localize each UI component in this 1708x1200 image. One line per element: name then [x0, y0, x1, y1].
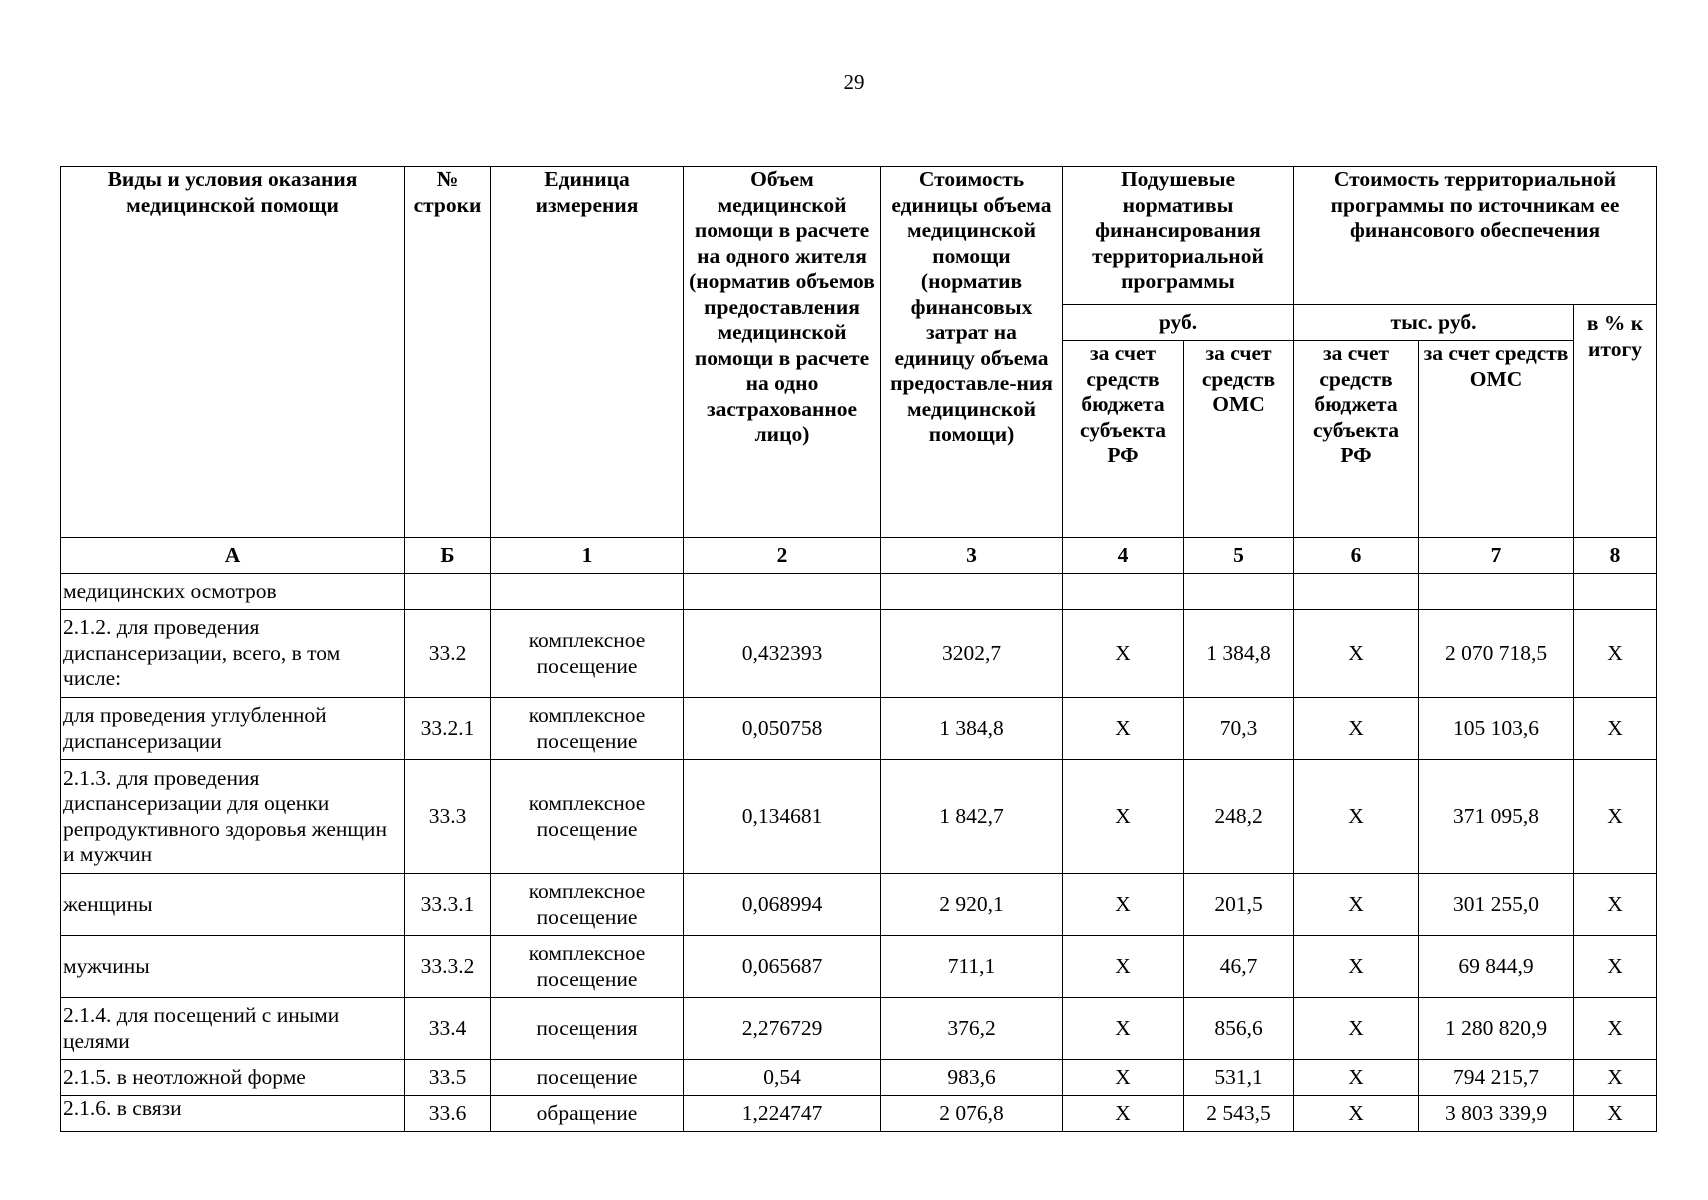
row-cost [881, 574, 1063, 610]
row-volume: 0,134681 [684, 760, 881, 874]
row-budget-thousand: X [1294, 1096, 1419, 1132]
row-name: медицинских осмотров [61, 574, 405, 610]
row-budget-rub: X [1063, 998, 1184, 1060]
row-percent: X [1574, 760, 1657, 874]
row-volume: 0,065687 [684, 936, 881, 998]
table-row [61, 1060, 1657, 1096]
row-name: мужчины [61, 936, 405, 998]
header-unit: Единица измерения [491, 167, 684, 538]
row-volume [684, 574, 881, 610]
row-percent: X [1574, 874, 1657, 936]
row-budget-rub: X [1063, 1060, 1184, 1096]
header-program-cost: Стоимость территориальной программы по источникам ее финансового обеспечения [1294, 167, 1657, 305]
table-row [61, 998, 1657, 1060]
row-percent: X [1574, 1096, 1657, 1132]
table-row [61, 574, 1657, 610]
row-unit: посещение [491, 1060, 684, 1096]
header-per-capita: Подушевые нормативы финансирования территориальной программы [1063, 167, 1294, 305]
row-cost: 1 842,7 [881, 760, 1063, 874]
row-unit: посещения [491, 998, 684, 1060]
column-index: 6 [1294, 538, 1419, 574]
row-oms-rub: 70,3 [1184, 698, 1294, 760]
table-row [61, 874, 1657, 936]
row-cost: 983,6 [881, 1060, 1063, 1096]
row-percent [1574, 574, 1657, 610]
column-index: 8 [1574, 538, 1657, 574]
row-budget-thousand [1294, 574, 1419, 610]
header-thousand-rub: тыс. руб. [1294, 305, 1574, 341]
row-number: 33.5 [405, 1060, 491, 1096]
row-name: 2.1.5. в неотложной форме [61, 1060, 405, 1096]
table-row [61, 760, 1657, 874]
row-budget-rub: X [1063, 936, 1184, 998]
row-budget-rub: X [1063, 760, 1184, 874]
row-number: 33.3 [405, 760, 491, 874]
row-cost: 2 076,8 [881, 1096, 1063, 1132]
column-index: 2 [684, 538, 881, 574]
table-row [61, 698, 1657, 760]
row-oms-thousand: 2 070 718,5 [1419, 610, 1574, 698]
financing-table [60, 166, 1657, 1132]
row-budget-thousand: X [1294, 874, 1419, 936]
row-number: 33.2.1 [405, 698, 491, 760]
row-cost: 711,1 [881, 936, 1063, 998]
row-unit [491, 574, 684, 610]
row-unit: комплексное посещение [491, 936, 684, 998]
column-index: 5 [1184, 538, 1294, 574]
row-budget-thousand: X [1294, 1060, 1419, 1096]
row-budget-rub [1063, 574, 1184, 610]
row-cost: 1 384,8 [881, 698, 1063, 760]
row-oms-rub: 248,2 [1184, 760, 1294, 874]
row-oms-thousand: 371 095,8 [1419, 760, 1574, 874]
header-rub: руб. [1063, 305, 1294, 341]
row-name: женщины [61, 874, 405, 936]
row-oms-thousand: 69 844,9 [1419, 936, 1574, 998]
column-index: 3 [881, 538, 1063, 574]
table-row [61, 610, 1657, 698]
row-budget-thousand: X [1294, 998, 1419, 1060]
row-oms-thousand: 301 255,0 [1419, 874, 1574, 936]
column-index-row [61, 538, 1657, 574]
header-budget-thousand: за счет средств бюджета субъекта РФ [1294, 341, 1419, 538]
row-unit: комплексное посещение [491, 698, 684, 760]
row-unit: комплексное посещение [491, 874, 684, 936]
table-row [61, 936, 1657, 998]
row-cost: 376,2 [881, 998, 1063, 1060]
row-budget-thousand: X [1294, 698, 1419, 760]
row-oms-rub [1184, 574, 1294, 610]
header-oms-thousand: за счет средств ОМС [1419, 341, 1574, 538]
row-oms-thousand: 794 215,7 [1419, 1060, 1574, 1096]
row-cost: 2 920,1 [881, 874, 1063, 936]
row-number: 33.6 [405, 1096, 491, 1132]
column-index: А [61, 538, 405, 574]
row-volume: 1,224747 [684, 1096, 881, 1132]
row-volume: 0,050758 [684, 698, 881, 760]
row-number: 33.3.2 [405, 936, 491, 998]
row-name: 2.1.2. для проведения диспансеризации, всего, в том числе: [61, 610, 405, 698]
row-oms-thousand: 3 803 339,9 [1419, 1096, 1574, 1132]
column-index: Б [405, 538, 491, 574]
row-percent: X [1574, 998, 1657, 1060]
row-percent: X [1574, 610, 1657, 698]
row-budget-thousand: X [1294, 760, 1419, 874]
row-oms-rub: 46,7 [1184, 936, 1294, 998]
row-percent: X [1574, 936, 1657, 998]
table-row [61, 1096, 1657, 1132]
row-budget-rub: X [1063, 610, 1184, 698]
page-number: 29 [843, 70, 865, 94]
row-number: 33.4 [405, 998, 491, 1060]
column-index: 7 [1419, 538, 1574, 574]
row-volume: 0,432393 [684, 610, 881, 698]
row-volume: 0,068994 [684, 874, 881, 936]
row-oms-rub: 531,1 [1184, 1060, 1294, 1096]
row-oms-rub: 201,5 [1184, 874, 1294, 936]
row-cost: 3202,7 [881, 610, 1063, 698]
row-percent: X [1574, 698, 1657, 760]
row-oms-thousand: 105 103,6 [1419, 698, 1574, 760]
row-budget-rub: X [1063, 1096, 1184, 1132]
header-row-number: № строки [405, 167, 491, 538]
row-budget-rub: X [1063, 698, 1184, 760]
row-name: 2.1.3. для проведения диспансеризации для оценки репродуктивного здоровья женщин и мужчин [61, 760, 405, 874]
row-number: 33.2 [405, 610, 491, 698]
row-unit: комплексное посещение [491, 610, 684, 698]
header-percent: в % к итогу [1574, 305, 1657, 538]
row-unit: комплексное посещение [491, 760, 684, 874]
row-budget-thousand: X [1294, 610, 1419, 698]
column-index: 4 [1063, 538, 1184, 574]
row-oms-thousand: 1 280 820,9 [1419, 998, 1574, 1060]
header-budget-rub: за счет средств бюджета субъекта РФ [1063, 341, 1184, 538]
row-number [405, 574, 491, 610]
row-name: 2.1.4. для посещений с иными целями [61, 998, 405, 1060]
header-cost: Стоимость единицы объема медицинской помощи (норматив финансовых затрат на единицу объема предоставле-ния медицинской помощи) [881, 167, 1063, 538]
row-oms-thousand [1419, 574, 1574, 610]
row-percent: X [1574, 1060, 1657, 1096]
row-oms-rub: 1 384,8 [1184, 610, 1294, 698]
row-oms-rub: 2 543,5 [1184, 1096, 1294, 1132]
row-budget-thousand: X [1294, 936, 1419, 998]
header-volume: Объем медицинской помощи в расчете на одного жителя (норматив объемов предоставления медицинской помощи в расчете на одно застрахованное лицо) [684, 167, 881, 538]
row-oms-rub: 856,6 [1184, 998, 1294, 1060]
row-volume: 2,276729 [684, 998, 881, 1060]
row-name: для проведения углубленной диспансеризации [61, 698, 405, 760]
row-number: 33.3.1 [405, 874, 491, 936]
header-types: Виды и условия оказания медицинской помощи [61, 167, 405, 538]
row-name: 2.1.6. в связи [61, 1096, 405, 1132]
column-index: 1 [491, 538, 684, 574]
row-budget-rub: X [1063, 874, 1184, 936]
header-oms-rub: за счет средств ОМС [1184, 341, 1294, 538]
row-volume: 0,54 [684, 1060, 881, 1096]
row-unit: обращение [491, 1096, 684, 1132]
